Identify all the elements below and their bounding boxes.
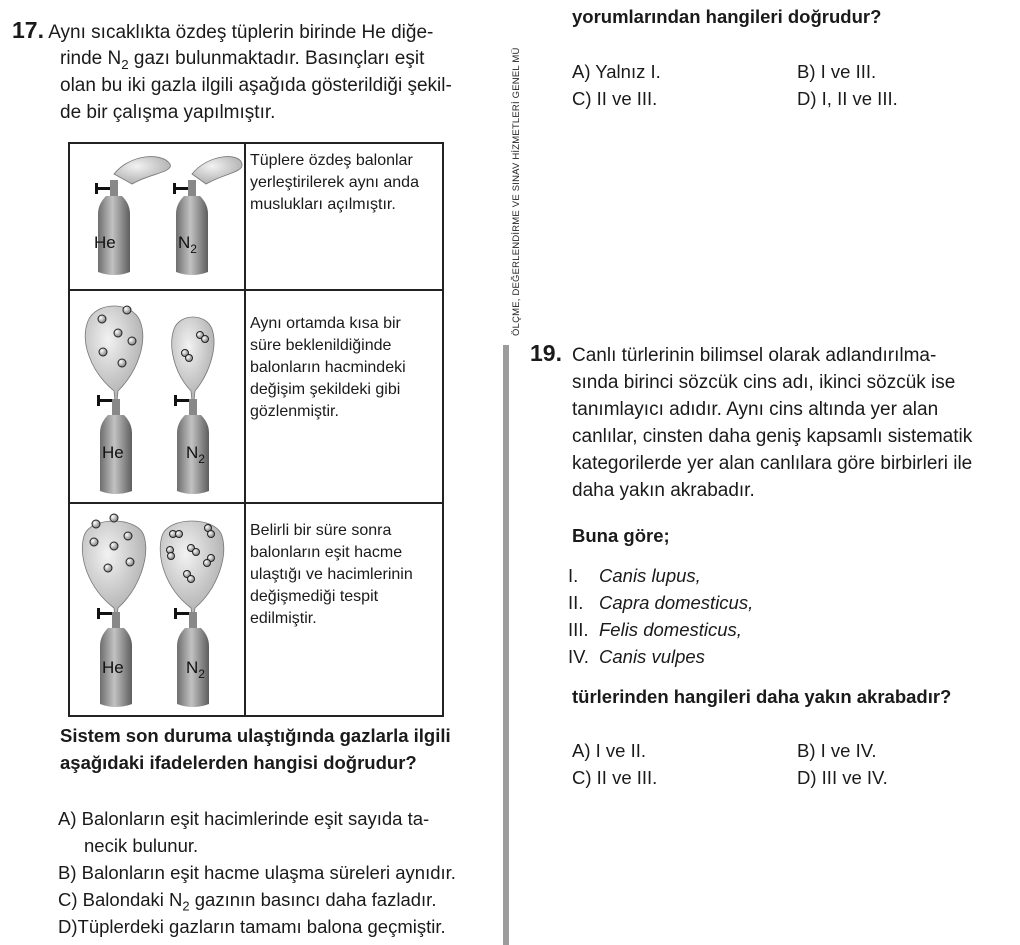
step-line: edilmiştir. (250, 610, 317, 627)
q19-buna-gore: Buna göre; (572, 525, 670, 546)
step-line: ulaştığı ve hacimlerinin (250, 566, 413, 583)
step-line: süre beklenildiğinde (250, 337, 392, 354)
vertical-publisher-text: ÖLÇME, DEĞERLENDİRME VE SINAV HİZMETLERİ GENEL MÜ (511, 47, 522, 336)
question-number: 19. (530, 340, 562, 366)
experiment-table (68, 142, 444, 717)
q19-option-a[interactable]: A) I ve II. (572, 740, 647, 761)
q17-option-c[interactable]: C) Balondaki $N_2$ gazının basıncı daha fazladır. (58, 889, 437, 914)
q19-text-line: kategorilerde yer alan canlılara göre birbirleri ile (572, 453, 973, 474)
n2-balloon (160, 521, 223, 616)
q17-question-line: Sistem son duruma ulaştığında gazlarla ilgili (60, 725, 451, 746)
step-line: yerleştirilerek aynı anda (250, 174, 419, 191)
step-line: Aynı ortamda kısa bir (250, 315, 401, 332)
q18-question-tail: yorumlarından hangileri doğrudur? (572, 6, 882, 27)
q17-intro-line: rinde $N_2$ gazı bulunmaktadır. Basınçları eşit (60, 48, 425, 72)
step-line: Belirli bir süre sonra (250, 522, 392, 539)
he-balloon (85, 306, 142, 401)
q18-option-c[interactable]: C) II ve III. (572, 88, 658, 109)
svg-text:He: He (94, 233, 116, 252)
question-17 (12, 17, 433, 46)
n2-tube (173, 157, 242, 275)
svg-text:He: He (102, 443, 124, 462)
experiment-row-2 (69, 290, 443, 503)
q19-option-d[interactable]: D) III ve IV. (797, 767, 888, 788)
svg-text:He: He (102, 658, 124, 677)
step-line: Tüplere özdeş balonlar (250, 152, 413, 169)
q19-text-line: canlılar, cinsten daha geniş kapsamlı sistematik (572, 426, 973, 447)
experiment-step-3 (245, 503, 443, 716)
q19-text-line: sında birinci sözcük cins adı, ikinci sözcük ise (572, 372, 956, 393)
he-balloon (82, 514, 145, 616)
q17-intro-line: Aynı sıcaklıkta özdeş tüplerin birinde He diğe- (48, 22, 434, 43)
experiment-step-2 (245, 290, 443, 503)
svg-text:N2: $N_2$ (178, 233, 197, 256)
species-item: IV. Canis vulpes (568, 646, 705, 667)
q19-text-line: daha yakın akrabadır. (572, 480, 755, 501)
q17-intro-line: olan bu iki gazla ilgili aşağıda gösterildiği şekil- (60, 75, 452, 96)
he-tube (94, 157, 170, 275)
q18-option-b[interactable]: B) I ve III. (797, 61, 877, 82)
q18-option-a[interactable]: A) Yalnız I. (572, 61, 661, 82)
q17-option-a[interactable]: A) Balonların eşit hacimlerinde eşit sayıda ta- (58, 808, 430, 829)
species-item: III. Felis domesticus, (568, 619, 742, 640)
experiment-figure-1 (69, 143, 245, 290)
n2-tube (174, 608, 209, 707)
n2-tube (174, 395, 209, 494)
column-divider (503, 345, 509, 945)
step-line: balonların eşit hacme (250, 544, 403, 561)
q19-question: türlerinden hangileri daha yakın akrabadır? (572, 686, 952, 707)
n2-balloon (172, 317, 214, 401)
q17-intro-line: de bir çalışma yapılmıştır. (60, 102, 276, 123)
experiment-row-3 (69, 503, 443, 716)
experiment-row-1 (69, 143, 443, 290)
experiment-step-1 (245, 143, 443, 290)
q19-option-c[interactable]: C) II ve III. (572, 767, 658, 788)
step-line: değişim şekildeki gibi (250, 381, 401, 398)
q17-option-b[interactable]: B) Balonların eşit hacme ulaşma süreleri aynıdır. (58, 862, 456, 883)
q17-option-a-cont: necik bulunur. (84, 835, 199, 856)
question-19-text (572, 342, 972, 504)
step-line: değişmediği tespit (250, 588, 379, 605)
q19-text-line: Canlı türlerinin bilimsel olarak adlandırılma- (572, 345, 937, 366)
experiment-figure-3 (69, 503, 245, 716)
svg-text:N2: $N_2$ (186, 443, 205, 466)
q18-option-d[interactable]: D) I, II ve III. (797, 88, 898, 109)
question-number: 17. (12, 17, 44, 43)
svg-text:N2: $N_2$ (186, 658, 205, 681)
q19-option-b[interactable]: B) I ve IV. (797, 740, 877, 761)
step-line: gözlenmiştir. (250, 403, 339, 420)
species-item: II. Capra domesticus, (568, 592, 754, 613)
step-line: balonların hacmindeki (250, 359, 406, 376)
he-tube (97, 608, 132, 707)
species-item: I. Canis lupus, (568, 565, 701, 586)
q17-option-d[interactable]: D)Tüplerdeki gazların tamamı balona geçmiştir. (58, 916, 446, 937)
q19-text-line: tanımlayıcı adıdır. Aynı cins altında yer alan (572, 399, 939, 420)
q17-question-line: aşağıdaki ifadelerden hangisi doğrudur? (60, 752, 417, 773)
experiment-figure-2 (69, 290, 245, 503)
he-tube (97, 395, 132, 494)
step-line: muslukları açılmıştır. (250, 196, 396, 213)
